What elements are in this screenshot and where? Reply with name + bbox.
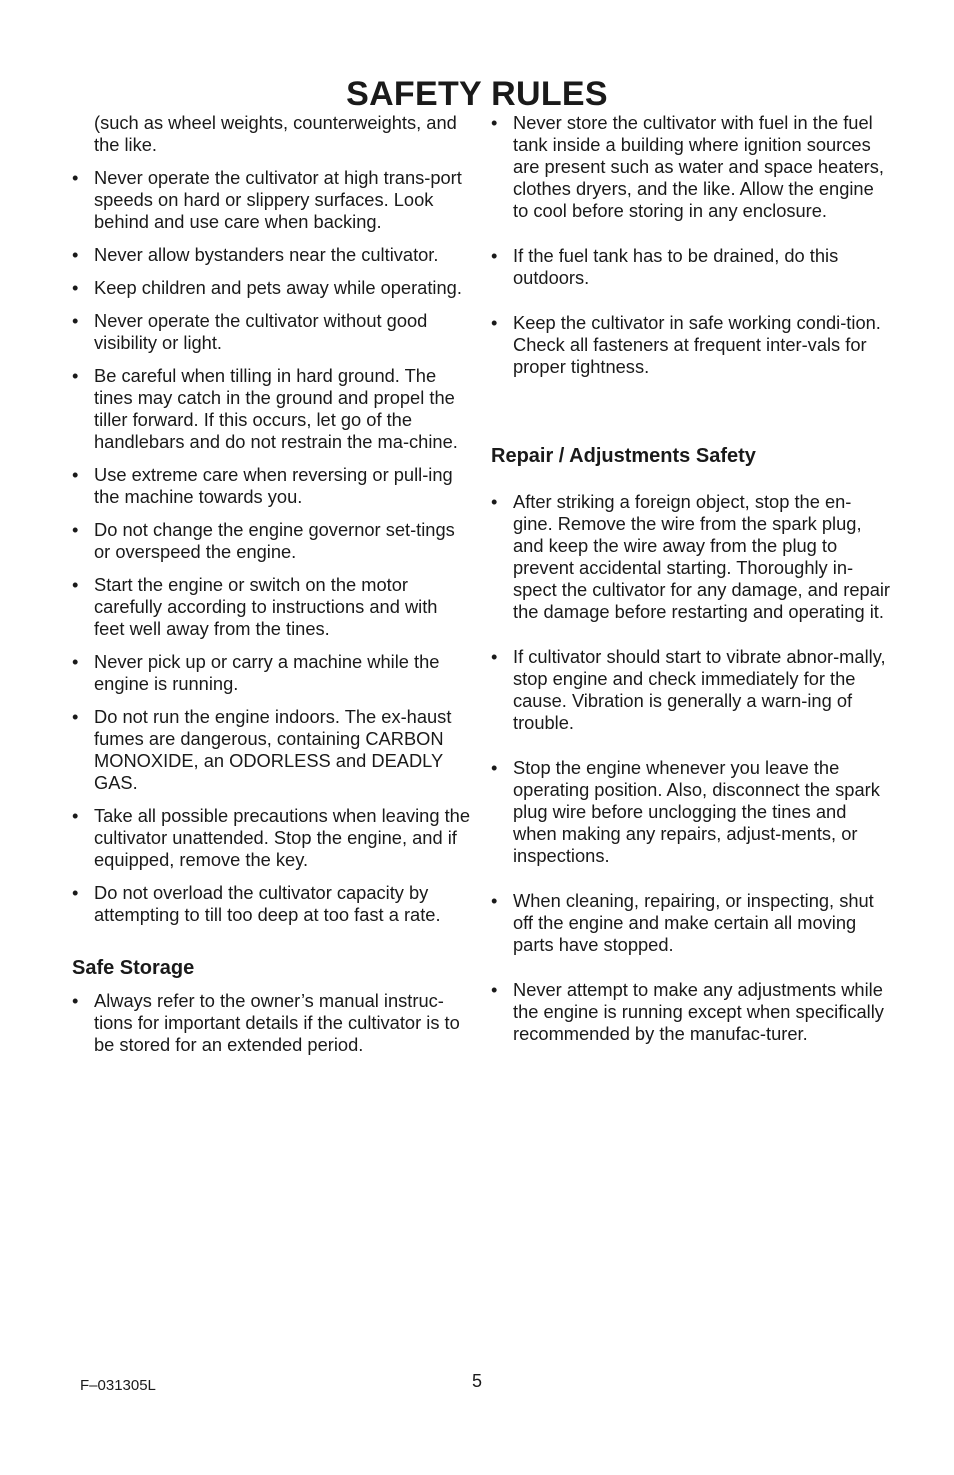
- list-item: • Stop the engine whenever you leave the operating position. Also, disconnect the spark plug wire before unclogging the tines and when making any repairs, adjust-ments, or inspections.: [491, 757, 891, 867]
- right-column: [491, 112, 891, 1068]
- repair-adjustments-list: [491, 491, 891, 1045]
- list-item: • Take all possible precautions when leaving the cultivator unattended. Stop the engine, and if equipped, remove the key.: [72, 805, 470, 871]
- list-item: • After striking a foreign object, stop the en-gine. Remove the wire from the spark plug, and keep the wire away from the plug to prevent accidental starting. Thoroughly in-spect the cultivator for any damage, and repair the damage before restarting and operating it.: [491, 491, 891, 623]
- list-item: • Do not overload the cultivator capacity by attempting to till too deep at too fast a rate.: [72, 882, 470, 926]
- list-item: • If cultivator should start to vibrate abnor-mally, stop engine and check immediately for the cause. Vibration is generally a warn-ing of trouble.: [491, 646, 891, 734]
- list-item: • Start the engine or switch on the motor carefully according to instructions and with feet well away from the tines.: [72, 574, 470, 640]
- list-item: • Never operate the cultivator at high trans-port speeds on hard or slippery surfaces. Look behind and use care when backing.: [72, 167, 470, 233]
- list-item: • Never store the cultivator with fuel in the fuel tank inside a building where ignition sources are present such as water and space heaters, clothes dryers, and the like. Allow the engine to cool before storing in any enclosure.: [491, 112, 891, 222]
- repair-adjustments-heading: Repair / Adjustments Safety: [491, 445, 756, 467]
- list-item: • Be careful when tilling in hard ground. The tines may catch in the ground and propel the tiller forward. If this occurs, let go of the handlebars and do not restrain the ma-chine.: [72, 365, 470, 453]
- list-item: • Keep the cultivator in safe working condi-tion. Check all fasteners at frequent inter-vals for proper tightness.: [491, 312, 891, 378]
- left-column: [72, 112, 470, 1067]
- page-title: SAFETY RULES: [346, 75, 608, 113]
- safe-storage-list: [72, 990, 470, 1056]
- safe-storage-list-continued: [491, 112, 891, 378]
- list-item: • If the fuel tank has to be drained, do this outdoors.: [491, 245, 891, 289]
- page-number: 5: [471, 1371, 482, 1391]
- list-item: • Always refer to the owner’s manual instruc-tions for important details if the cultivator is to be stored for an extended period.: [72, 990, 470, 1056]
- safe-storage-heading: Safe Storage: [72, 957, 195, 979]
- list-item: • Keep children and pets away while operating.: [72, 277, 470, 299]
- list-item: • Use extreme care when reversing or pull-ing the machine towards you.: [72, 464, 470, 508]
- list-item: • Never allow bystanders near the cultivator.: [72, 244, 470, 266]
- continued-bullet-text: (such as wheel weights, counterweights, and the like.: [94, 112, 457, 155]
- document-code: F–031305L: [80, 1377, 156, 1394]
- list-item: • Do not run the engine indoors. The ex-haust fumes are dangerous, containing CARBON MONOXIDE, an ODORLESS and DEADLY GAS.: [72, 706, 470, 794]
- list-item: • Never attempt to make any adjustments while the engine is running except when specifically recommended by the manufac-turer.: [491, 979, 891, 1045]
- list-item: • Do not change the engine governor set-tings or overspeed the engine.: [72, 519, 470, 563]
- safety-rules-list: [72, 167, 470, 926]
- list-item: • Never pick up or carry a machine while the engine is running.: [72, 651, 470, 695]
- list-item: • Never operate the cultivator without good visibility or light.: [72, 310, 470, 354]
- list-item: • When cleaning, repairing, or inspecting, shut off the engine and make certain all moving parts have stopped.: [491, 890, 891, 956]
